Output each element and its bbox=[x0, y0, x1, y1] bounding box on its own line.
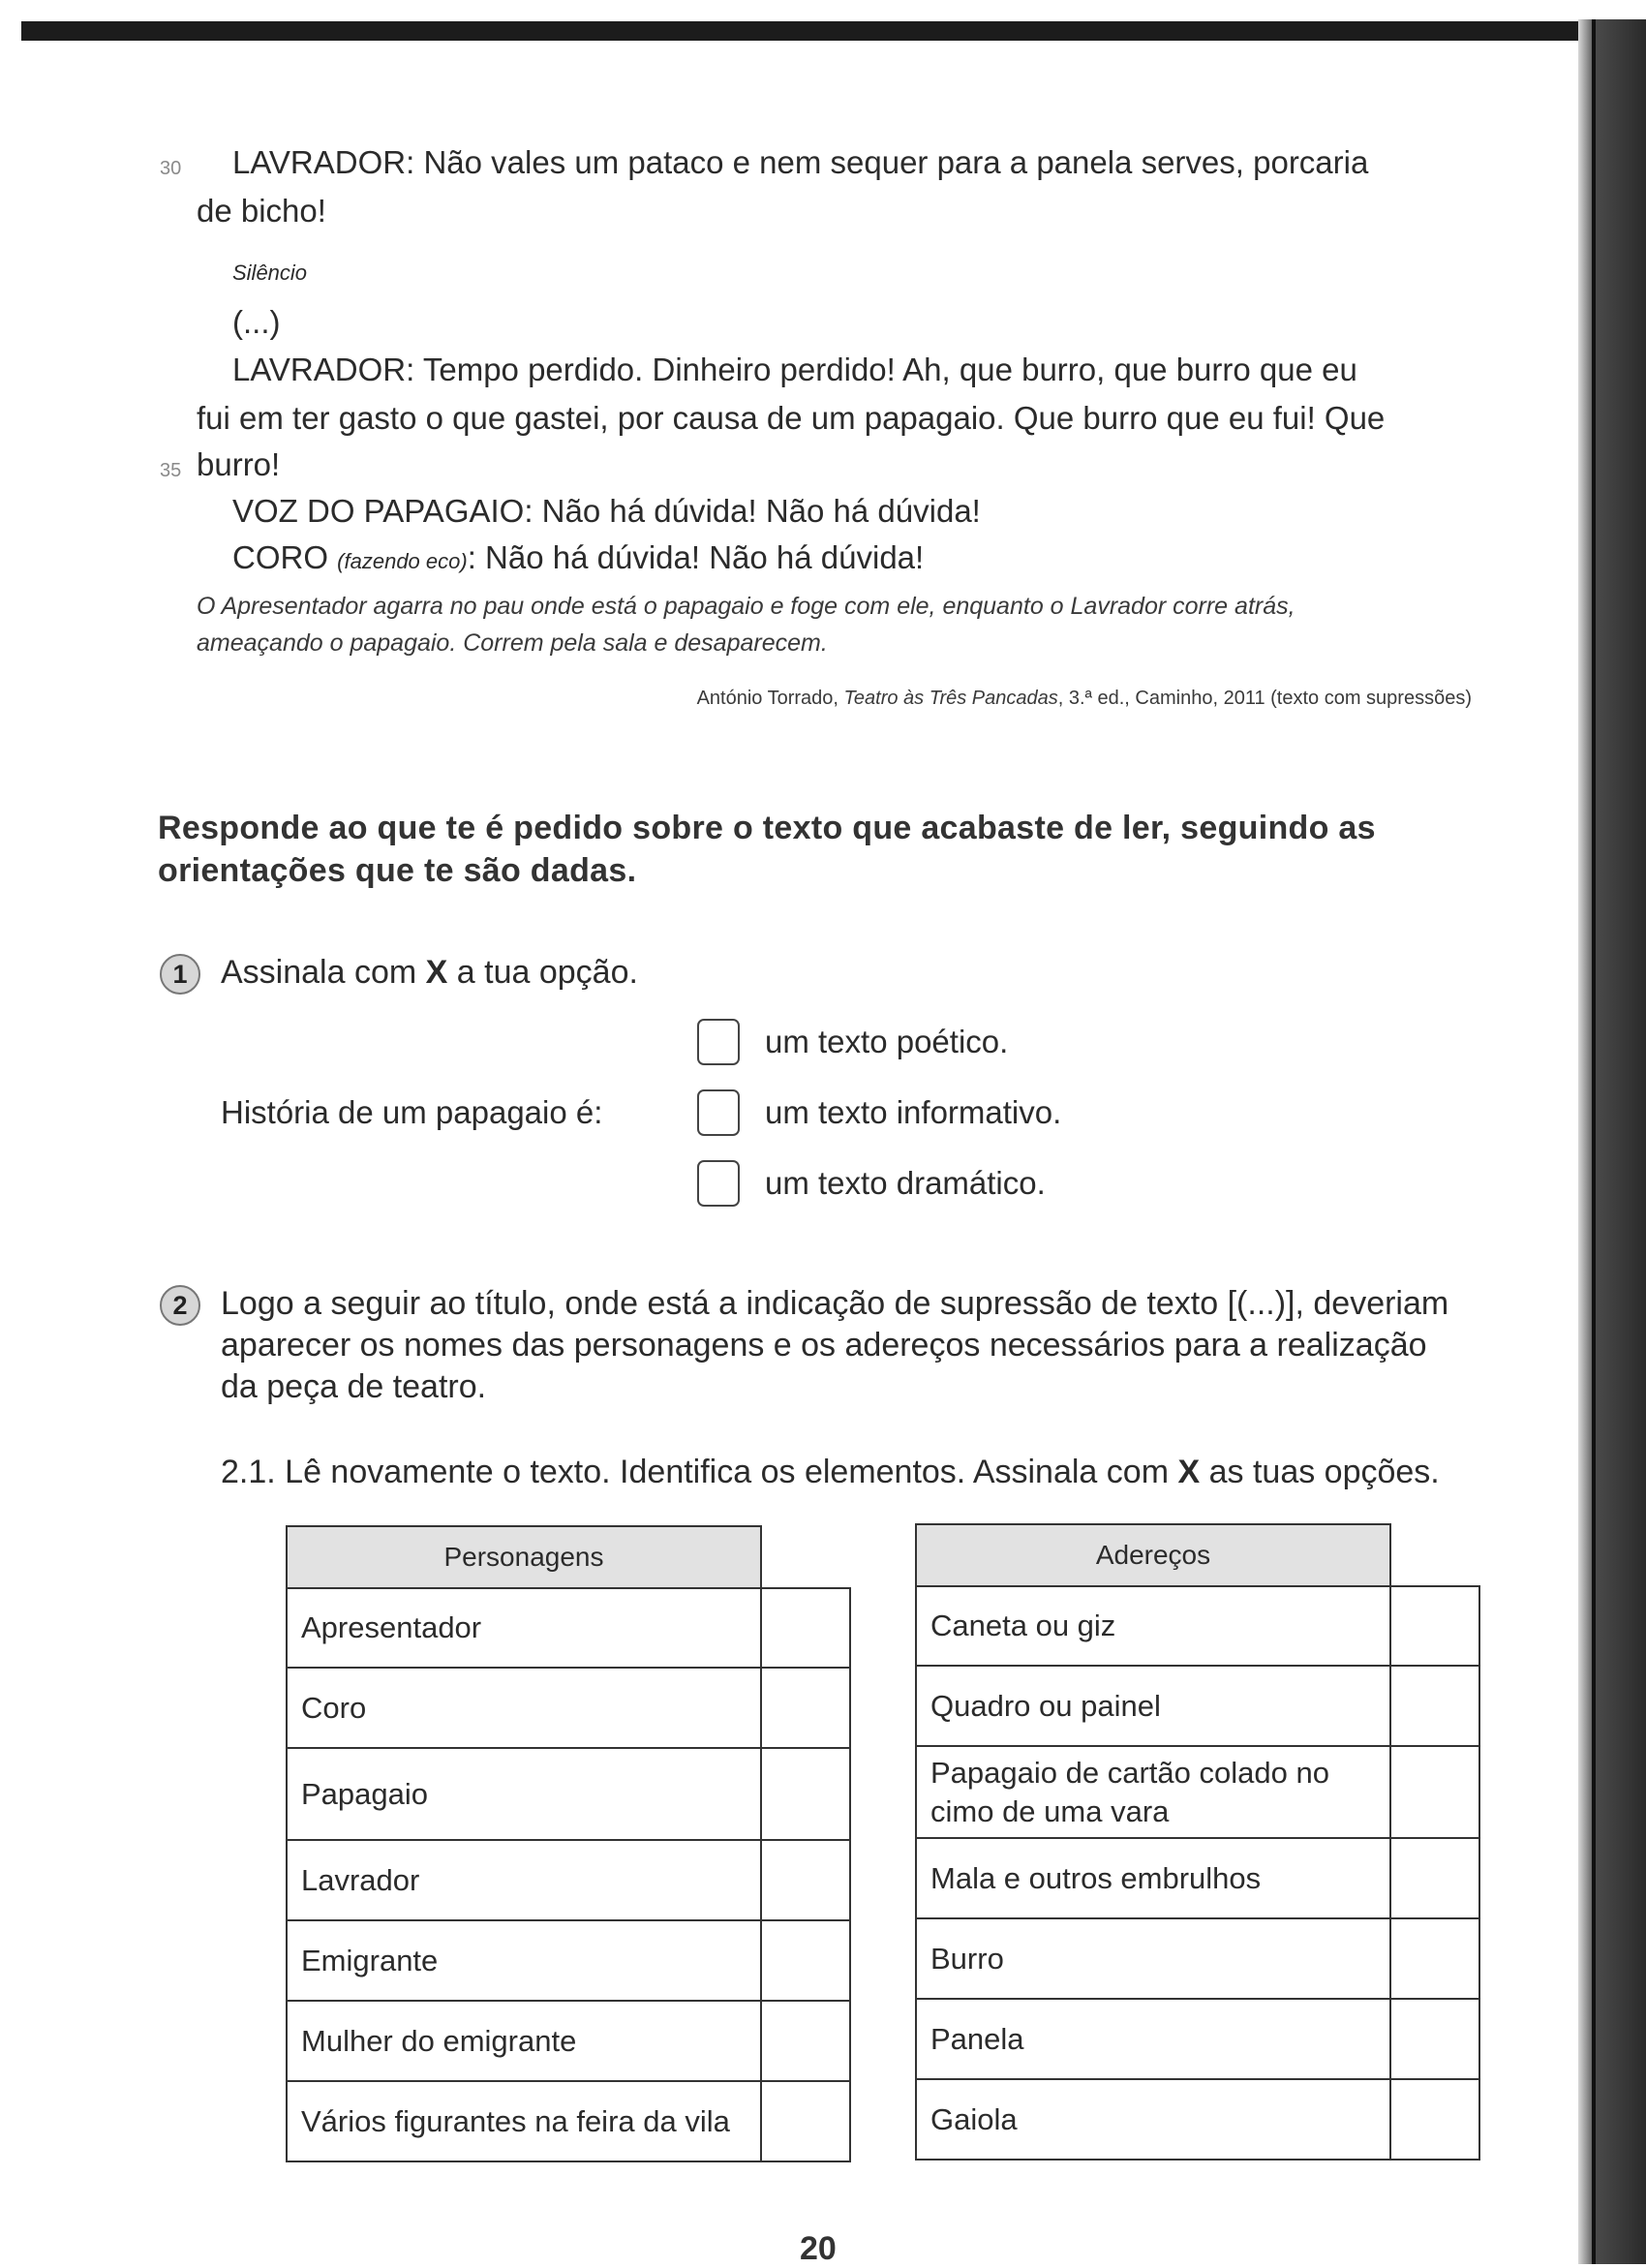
speech: Não vales um pataco e nem sequer para a panela serves, porcaria bbox=[414, 144, 1369, 180]
page-number: 20 bbox=[800, 2230, 837, 2267]
citation-details: , 3.ª ed., Caminho, 2011 (texto com supressões) bbox=[1057, 688, 1472, 709]
dialogue-line-30 bbox=[232, 143, 1368, 182]
mark-cell[interactable] bbox=[1390, 1666, 1479, 1746]
option-checkbox-informativo[interactable] bbox=[697, 1089, 740, 1136]
table-row-label: Papagaio bbox=[287, 1748, 761, 1840]
dialogue-line-35: fui em ter gasto o que gastei, por causa de um papagaio. Que burro que eu fui! Que bbox=[197, 400, 1386, 436]
question-1-stem: História de um papagaio é: bbox=[221, 1094, 603, 1130]
mark-cell[interactable] bbox=[1390, 1746, 1479, 1838]
mark-cell[interactable] bbox=[1390, 1918, 1479, 1999]
sub-question-number: 2.1. bbox=[221, 1454, 276, 1490]
mark-cell[interactable] bbox=[761, 1748, 850, 1840]
mark-cell[interactable] bbox=[1390, 1838, 1479, 1918]
speaker: LAVRADOR: bbox=[232, 144, 415, 180]
aside: (fazendo eco) bbox=[337, 549, 468, 573]
table-personagens bbox=[286, 1525, 851, 2162]
mark-cell[interactable] bbox=[761, 1920, 850, 2001]
dialogue-line-38 bbox=[232, 538, 924, 581]
question-2-1-prompt bbox=[221, 1452, 1440, 1493]
table-row-label: Mulher do emigrante bbox=[287, 2001, 761, 2081]
question-2-number: 2 bbox=[160, 1285, 200, 1326]
option-checkbox-dramatico[interactable] bbox=[697, 1160, 740, 1207]
table-row-label: Gaiola bbox=[916, 2079, 1390, 2160]
speaker: VOZ DO PAPAGAIO: bbox=[232, 493, 533, 529]
option-checkbox-poetico[interactable] bbox=[697, 1019, 740, 1065]
line-number-30: 30 bbox=[160, 158, 182, 179]
option-label-poetico: um texto poético. bbox=[765, 1024, 1009, 1059]
instruction-heading: Responde ao que te é pedido sobre o texto que acabaste de ler, seguindo as orientações que te são dadas. bbox=[158, 810, 1376, 889]
question-2-line-1: Logo a seguir ao título, onde está a indicação de supressão de texto [(...)], deveriam bbox=[221, 1285, 1449, 1322]
suppression-mark: (...) bbox=[232, 304, 281, 340]
table-row-label: Lavrador bbox=[287, 1840, 761, 1920]
table-row-label: Coro bbox=[287, 1668, 761, 1748]
stage-direction-line-1: O Apresentador agarra no pau onde está o papagaio e foge com ele, enquanto o Lavrador corre atrás, bbox=[197, 593, 1295, 620]
table-row-label: Mala e outros embrulhos bbox=[916, 1838, 1390, 1918]
stage-direction-line-2: ameaçando o papagaio. Correm pela sala e desaparecem. bbox=[197, 629, 828, 657]
table-row-label: Caneta ou giz bbox=[916, 1586, 1390, 1666]
mark-cell[interactable] bbox=[1390, 2079, 1479, 2160]
mark-cell[interactable] bbox=[761, 1840, 850, 1920]
table-row-label: Panela bbox=[916, 1999, 1390, 2079]
prompt-text: Lê novamente o texto. Identifica os elementos. Assinala com bbox=[275, 1454, 1178, 1490]
speech: Não há dúvida! Não há dúvida! bbox=[533, 493, 981, 529]
table-row-label: Apresentador bbox=[287, 1588, 761, 1668]
dialogue-line-36: burro! bbox=[197, 446, 281, 482]
table-row-label: Burro bbox=[916, 1918, 1390, 1999]
question-1-number: 1 bbox=[160, 954, 200, 995]
table-row-label: Quadro ou painel bbox=[916, 1666, 1390, 1746]
citation-title: Teatro às Três Pancadas bbox=[843, 688, 1058, 709]
prompt-x: X bbox=[1177, 1454, 1201, 1490]
dialogue-line-31: de bicho! bbox=[197, 193, 326, 229]
source-citation bbox=[697, 688, 1472, 710]
speaker: CORO bbox=[232, 539, 338, 575]
table-header-aderecos: Adereços bbox=[916, 1524, 1390, 1586]
prompt-x: X bbox=[425, 954, 448, 991]
table-aderecos bbox=[915, 1523, 1480, 2161]
question-1-prompt bbox=[221, 952, 638, 994]
table-header-personagens: Personagens bbox=[287, 1526, 761, 1588]
option-label-informativo: um texto informativo. bbox=[765, 1094, 1062, 1130]
speech: Tempo perdido. Dinheiro perdido! Ah, que burro, que burro que eu bbox=[414, 352, 1357, 387]
prompt-text: as tuas opções. bbox=[1200, 1454, 1440, 1490]
scan-top-border bbox=[21, 21, 1629, 41]
table-row-label: Papagaio de cartão colado no cimo de uma vara bbox=[916, 1746, 1390, 1838]
mark-cell[interactable] bbox=[1390, 1586, 1479, 1666]
dialogue-line-34 bbox=[232, 351, 1357, 389]
mark-cell[interactable] bbox=[761, 2081, 850, 2161]
mark-cell[interactable] bbox=[761, 1588, 850, 1668]
prompt-text: Assinala com bbox=[221, 954, 426, 991]
question-2-line-3: da peça de teatro. bbox=[221, 1368, 487, 1405]
stage-direction-silencio: Silêncio bbox=[232, 261, 308, 285]
scan-right-shadow bbox=[1578, 19, 1646, 2264]
table-row-label: Vários figurantes na feira da vila bbox=[287, 2081, 761, 2161]
mark-cell[interactable] bbox=[1390, 1999, 1479, 2079]
option-label-dramatico: um texto dramático. bbox=[765, 1165, 1046, 1201]
dialogue-line-37 bbox=[232, 492, 981, 531]
citation-author: António Torrado, bbox=[696, 688, 844, 709]
mark-cell[interactable] bbox=[761, 2001, 850, 2081]
speech: : Não há dúvida! Não há dúvida! bbox=[467, 539, 925, 575]
table-row-label: Emigrante bbox=[287, 1920, 761, 2001]
question-2-line-2: aparecer os nomes das personagens e os adereços necessários para a realização bbox=[221, 1327, 1427, 1364]
speaker: LAVRADOR: bbox=[232, 352, 415, 387]
line-number-35: 35 bbox=[160, 460, 182, 481]
mark-cell[interactable] bbox=[761, 1668, 850, 1748]
prompt-text: a tua opção. bbox=[447, 954, 638, 991]
scan-right-edge bbox=[1592, 19, 1596, 2264]
